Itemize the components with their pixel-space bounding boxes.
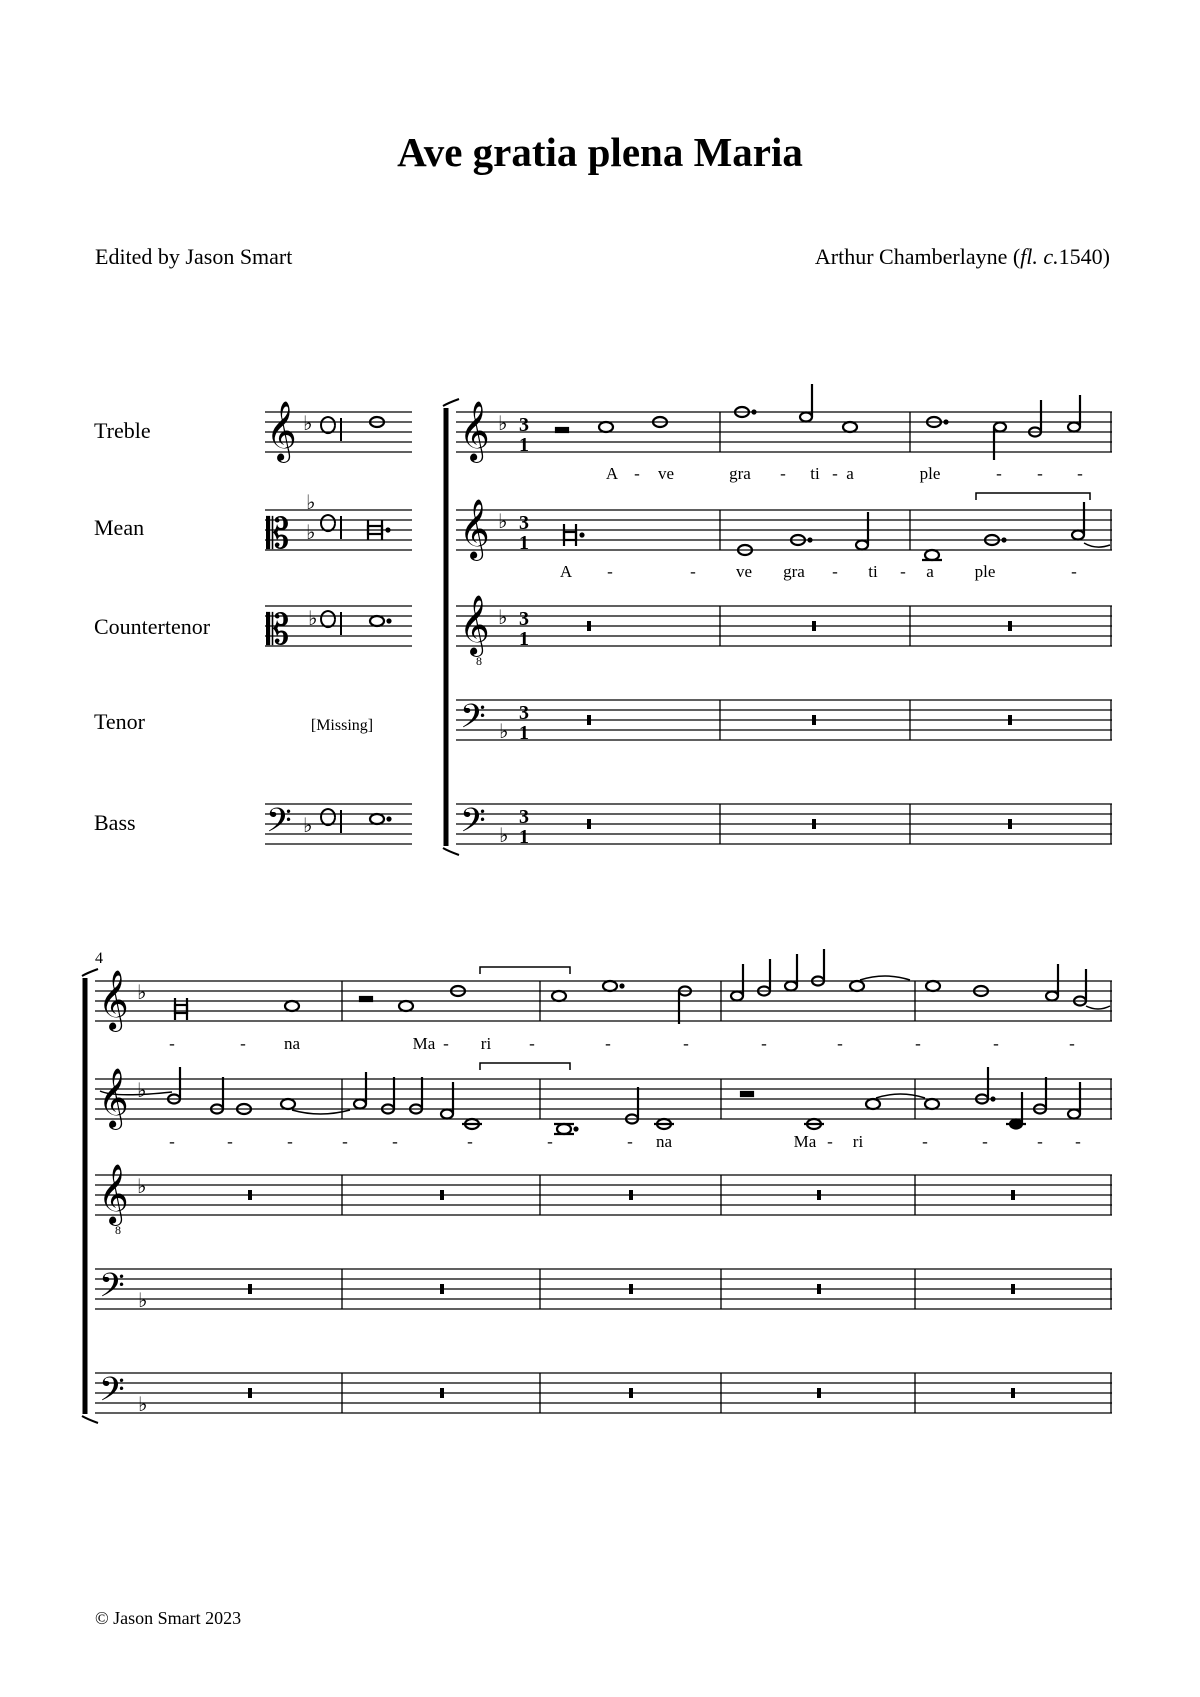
flat-icon: ♭ (306, 520, 316, 544)
bass-clef-icon: 𝄢 (460, 802, 486, 848)
flat-icon: ♭ (303, 813, 313, 837)
svg-text:-: - (827, 1132, 833, 1151)
svg-text:ti: ti (868, 562, 878, 581)
system2-notes (100, 949, 1110, 1398)
svg-text:ple: ple (919, 464, 941, 483)
flat-icon: ♭ (138, 1392, 148, 1416)
system2-treble-lyrics (169, 1034, 1075, 1053)
svg-text:-: - (982, 1132, 988, 1151)
measure-number: 4 (95, 950, 103, 967)
flat-icon: ♭ (306, 490, 316, 514)
incipit-notes (368, 417, 391, 824)
svg-text:-: - (529, 1034, 535, 1053)
svg-text:-: - (993, 1034, 999, 1053)
part-name-countertenor: Countertenor (94, 614, 211, 639)
treble-clef-icon: 𝄞 (459, 499, 490, 559)
octave-mark: 8 (476, 654, 482, 668)
treble-clef-icon: 𝄞 (98, 1164, 129, 1224)
svg-text:-: - (996, 464, 1002, 483)
part-name-tenor: Tenor (94, 709, 145, 734)
svg-text:-: - (922, 1132, 928, 1151)
svg-text:-: - (627, 1132, 633, 1151)
svg-text:1: 1 (519, 434, 529, 456)
svg-text:-: - (690, 562, 696, 581)
svg-text:-: - (1037, 1132, 1043, 1151)
editor-credit: Edited by Jason Smart (95, 244, 293, 269)
svg-text:ve: ve (735, 562, 753, 581)
treble-clef-icon: 𝄞 (98, 1068, 129, 1128)
svg-text:gra: gra (783, 562, 805, 581)
svg-text:-: - (1071, 562, 1077, 581)
svg-text:-: - (169, 1034, 175, 1053)
c-clef-icon: 𝄡 (266, 509, 290, 558)
treble-clef-icon: 𝄞 (459, 595, 490, 655)
composer-credit: Arthur Chamberlayne (fl. c.1540) (814, 244, 1110, 269)
svg-text:-: - (832, 464, 838, 483)
flat-icon: ♭ (137, 1078, 147, 1102)
incipit-mensuration (321, 417, 341, 833)
flat-icon: ♭ (498, 509, 508, 533)
part-name-treble: Treble (94, 418, 151, 443)
flat-icon: ♭ (498, 411, 508, 435)
svg-text:3: 3 (519, 806, 529, 828)
svg-text:3: 3 (519, 512, 529, 534)
svg-text:1: 1 (519, 722, 529, 744)
svg-text:ri: ri (852, 1132, 864, 1151)
svg-text:-: - (392, 1132, 398, 1151)
flat-icon: ♭ (499, 823, 509, 847)
svg-text:-: - (761, 1034, 767, 1053)
svg-text:na: na (655, 1132, 673, 1151)
svg-text:-: - (287, 1132, 293, 1151)
bass-clef-icon: 𝄢 (99, 1371, 125, 1417)
part-name-mean: Mean (94, 515, 145, 540)
svg-text:-: - (605, 1034, 611, 1053)
treble-clef-icon: 𝄞 (266, 401, 297, 461)
flat-icon: ♭ (498, 605, 508, 629)
flat-icon: ♭ (137, 980, 147, 1004)
page-title: Ave gratia plena Maria (397, 129, 803, 175)
flat-icon: ♭ (303, 411, 313, 435)
treble-clef-icon: 𝄞 (459, 401, 490, 461)
svg-text:a: a (926, 562, 934, 581)
system1-treble-lyrics (606, 464, 1083, 483)
flat-icon: ♭ (308, 606, 318, 630)
system1-mean-lyrics (560, 562, 1077, 581)
part-name-bass: Bass (94, 810, 136, 835)
svg-text:1: 1 (519, 532, 529, 554)
svg-text:-: - (169, 1132, 175, 1151)
svg-text:1: 1 (519, 826, 529, 848)
system1-bracket (443, 399, 459, 855)
incipit-clefs (266, 401, 317, 848)
system2-staves (95, 981, 1112, 1413)
system2-mean-lyrics (169, 1132, 1081, 1151)
svg-text:a: a (846, 464, 854, 483)
c-clef-icon: 𝄡 (266, 605, 290, 654)
svg-text:-: - (227, 1132, 233, 1151)
system1-time-signatures (519, 414, 529, 848)
svg-text:-: - (683, 1034, 689, 1053)
svg-text:-: - (1077, 464, 1083, 483)
svg-text:ve: ve (657, 464, 675, 483)
svg-text:ri: ri (480, 1034, 492, 1053)
svg-text:Ma: Ma (412, 1034, 436, 1053)
svg-text:-: - (837, 1034, 843, 1053)
svg-text:-: - (1069, 1034, 1075, 1053)
tenor-missing-label: [Missing] (310, 717, 374, 734)
bass-clef-icon: 𝄢 (266, 802, 292, 848)
system2-bracket (82, 969, 98, 1423)
svg-text:-: - (443, 1034, 449, 1053)
svg-text:gra: gra (729, 464, 751, 483)
flat-icon: ♭ (499, 719, 509, 743)
svg-text:-: - (1075, 1132, 1081, 1151)
flat-icon: ♭ (137, 1174, 147, 1198)
svg-text:-: - (780, 464, 786, 483)
svg-text:ple: ple (974, 562, 996, 581)
system1-clefs (459, 401, 508, 848)
octave-mark: 8 (115, 1223, 121, 1237)
svg-text:-: - (634, 464, 640, 483)
bass-clef-icon: 𝄢 (99, 1267, 125, 1313)
svg-text:-: - (342, 1132, 348, 1151)
svg-text:A: A (605, 464, 619, 483)
svg-text:3: 3 (519, 608, 529, 630)
svg-text:-: - (1037, 464, 1043, 483)
svg-text:na: na (283, 1034, 301, 1053)
flat-icon: ♭ (138, 1288, 148, 1312)
svg-text:-: - (832, 562, 838, 581)
svg-text:-: - (240, 1034, 246, 1053)
treble-clef-icon: 𝄞 (98, 970, 129, 1030)
svg-text:1: 1 (519, 628, 529, 650)
svg-text:-: - (915, 1034, 921, 1053)
svg-text:-: - (467, 1132, 473, 1151)
system2-clefs (98, 970, 147, 1417)
bass-clef-icon: 𝄢 (460, 698, 486, 744)
svg-text:-: - (607, 562, 613, 581)
svg-text:A: A (559, 562, 573, 581)
svg-text:-: - (547, 1132, 553, 1151)
copyright-notice: © Jason Smart 2023 (95, 1608, 242, 1628)
svg-text:-: - (900, 562, 906, 581)
svg-text:3: 3 (519, 414, 529, 436)
svg-text:3: 3 (519, 702, 529, 724)
svg-text:Ma: Ma (793, 1132, 817, 1151)
svg-text:ti: ti (810, 464, 820, 483)
